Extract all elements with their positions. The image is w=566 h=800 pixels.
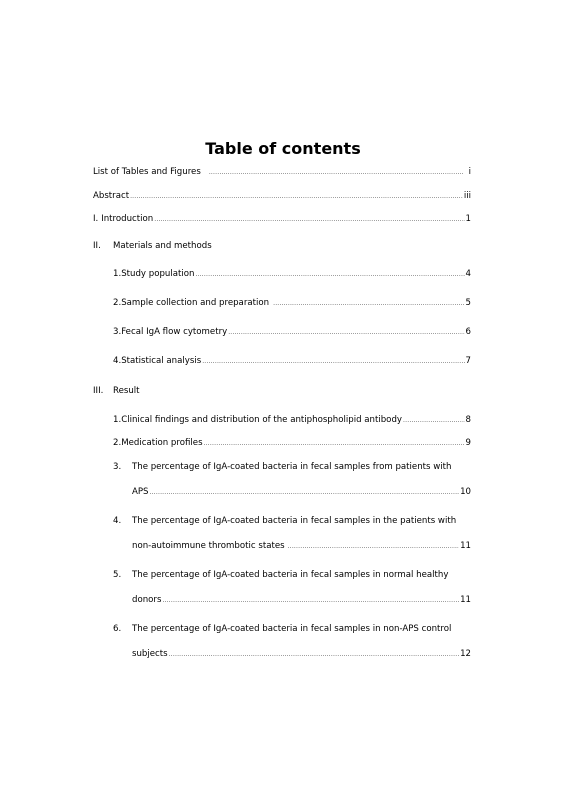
toc-label-continued: donors [132, 595, 162, 605]
toc-subsection-number: 3. [113, 462, 122, 472]
dot-leader [209, 167, 464, 178]
dot-leader [162, 595, 459, 606]
toc-label: Abstract [93, 191, 130, 201]
toc-label: Sample collection and preparation [121, 298, 270, 308]
dot-leader [273, 298, 464, 309]
toc-subsection-number: 6. [113, 624, 122, 634]
dot-leader [150, 487, 460, 498]
toc-page-number: 11 [460, 595, 471, 605]
dot-leader [169, 649, 459, 660]
toc-entry-clinical-findings[interactable] [113, 415, 471, 426]
toc-page-number: 10 [460, 487, 471, 497]
toc-entry-sample-collection[interactable] [113, 298, 471, 309]
toc-label: Result [113, 386, 140, 396]
toc-label: Study population [121, 269, 195, 279]
toc-page-number: i [468, 167, 471, 177]
toc-entry-iga-healthy-cont[interactable] [132, 595, 471, 606]
toc-label: Introduction [101, 214, 154, 224]
dot-leader [228, 327, 464, 338]
toc-label: The percentage of IgA-coated bacteria in fecal samples in normal healthy [132, 570, 449, 580]
toc-entry-methods[interactable] [93, 241, 471, 252]
toc-entry-result[interactable] [93, 386, 471, 397]
toc-page-number: 6 [465, 327, 471, 337]
dot-leader [202, 356, 464, 367]
page-title: Table of contents [205, 139, 361, 158]
toc-entry-iga-non-aps-cont[interactable] [132, 649, 471, 660]
dot-leader [130, 191, 463, 202]
toc-subsection-number: 1. [113, 269, 122, 279]
toc-page-number: 1 [465, 214, 471, 224]
toc-entry-introduction[interactable] [93, 214, 471, 225]
toc-entry-study-population[interactable] [113, 269, 471, 280]
toc-page-number: 5 [465, 298, 471, 308]
toc-label: Statistical analysis [121, 356, 202, 366]
dot-leader [204, 438, 465, 449]
toc-subsection-number: 3. [113, 327, 122, 337]
dot-leader [154, 214, 464, 225]
toc-entry-iga-aps-cont[interactable] [132, 487, 471, 498]
toc-label-continued: subjects [132, 649, 168, 659]
toc-entry-iga-aps[interactable] [113, 462, 451, 473]
toc-page-number: 11 [460, 541, 471, 551]
toc-entry-iga-healthy[interactable] [113, 570, 448, 581]
toc-label: Clinical findings and distribution of the antiphospholipid antibody [121, 415, 402, 425]
toc-subsection-number: 5. [113, 570, 122, 580]
toc-label: List of Tables and Figures [93, 167, 201, 177]
toc-entry-tables[interactable] [93, 167, 471, 178]
toc-subsection-number: 2. [113, 298, 122, 308]
toc-label: The percentage of IgA-coated bacteria in fecal samples in the patients with [132, 516, 457, 526]
toc-entry-iga-thrombotic-cont[interactable] [132, 541, 471, 552]
toc-label-continued: non-autoimmune thrombotic states [132, 541, 285, 551]
toc-page-number: 7 [465, 356, 471, 366]
toc-section-number: II. [93, 241, 101, 251]
toc-section-number: I. [93, 214, 99, 224]
toc-section-number: III. [93, 386, 104, 396]
toc-label: Medication profiles [121, 438, 203, 448]
toc-entry-abstract[interactable] [93, 191, 471, 202]
toc-page-number: 4 [465, 269, 471, 279]
toc-entry-statistical-analysis[interactable] [113, 356, 471, 367]
toc-page-number: 9 [465, 438, 471, 448]
toc-entry-iga-non-aps[interactable] [113, 624, 451, 635]
toc-page-number: 8 [465, 415, 471, 425]
toc-label-continued: APS [132, 487, 149, 497]
toc-label: The percentage of IgA-coated bacteria in fecal samples from patients with [132, 462, 452, 472]
toc-subsection-number: 2. [113, 438, 122, 448]
toc-subsection-number: 4. [113, 356, 122, 366]
toc-entry-medication-profiles[interactable] [113, 438, 471, 449]
dot-leader [288, 541, 459, 552]
toc-page-number: iii [463, 191, 471, 201]
toc-entry-flow-cytometry[interactable] [113, 327, 471, 338]
toc-subsection-number: 1. [113, 415, 122, 425]
dot-leader [403, 415, 465, 426]
toc-label: The percentage of IgA-coated bacteria in fecal samples in non-APS control [132, 624, 452, 634]
toc-subsection-number: 4. [113, 516, 122, 526]
toc-entry-iga-thrombotic[interactable] [113, 516, 456, 527]
dot-leader [195, 269, 464, 280]
toc-label: Fecal IgA flow cytometry [121, 327, 228, 337]
toc-page-number: 12 [460, 649, 471, 659]
toc-label: Materials and methods [113, 241, 212, 251]
